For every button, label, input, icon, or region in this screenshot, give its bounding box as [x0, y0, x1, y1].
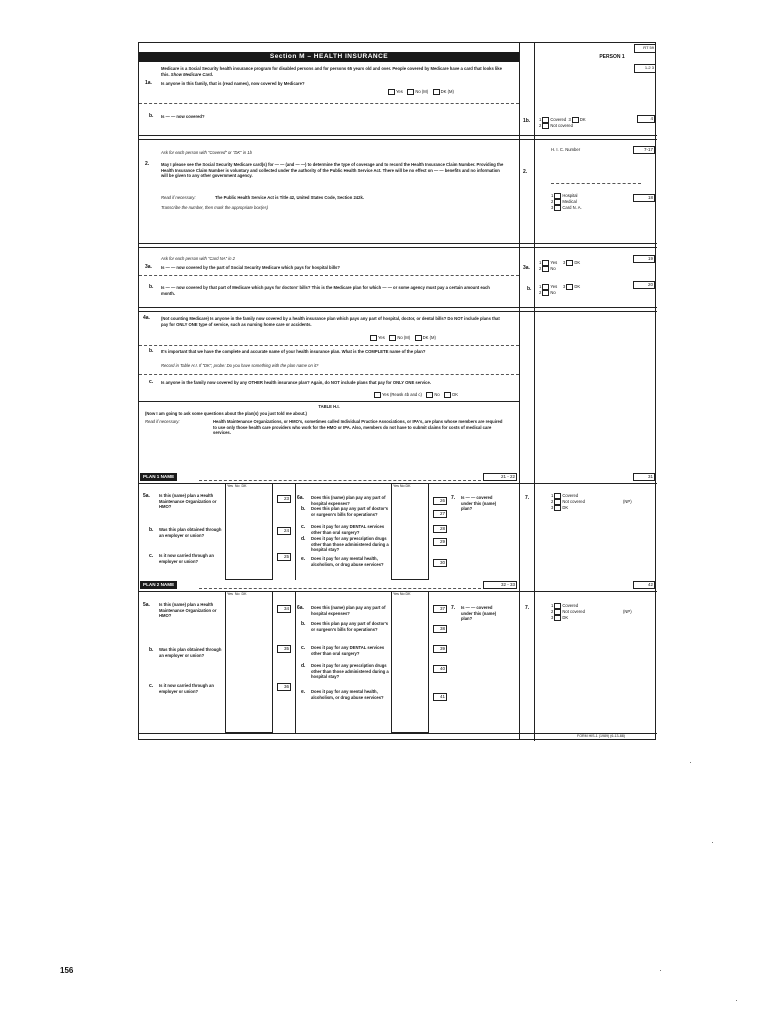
q1a-options: Yes No (M) DK (M) — [387, 89, 454, 95]
q3a-number: 3a. — [145, 264, 152, 270]
q4a-no-checkbox[interactable] — [389, 335, 396, 341]
ans-1b-box[interactable]: 4 — [637, 115, 655, 123]
corner-box: RT 59 — [634, 44, 656, 53]
plan2-right-box[interactable]: 42 — [633, 581, 655, 589]
plan2-label: PLAN 2 NAME — [140, 581, 177, 589]
plan1-5-grid — [225, 483, 273, 580]
plan2-box-40[interactable]: 40 — [433, 665, 447, 673]
divider — [139, 307, 657, 308]
q4c-yes-checkbox[interactable] — [374, 392, 381, 398]
scan-speck — [712, 842, 713, 843]
plan1-q5b-number: b. — [149, 527, 154, 533]
q3b-number: b. — [149, 284, 154, 290]
plan2-5-grid — [225, 591, 273, 733]
plan2-q6d-text: Does it pay for any prescription drugs other than those administered during a hospital stay? — [311, 663, 389, 680]
q1a-yes-checkbox[interactable] — [388, 89, 395, 95]
page-number: 156 — [60, 966, 74, 975]
q2-read-if: Read if necessary: — [161, 195, 196, 200]
hic-label: H. I. C. Number — [551, 147, 581, 152]
q4c-dk-checkbox[interactable] — [444, 392, 451, 398]
plan1-box-30[interactable]: 30 — [433, 559, 447, 567]
q2-text: May I please see the Social Security Medicare card(s) for — — (and — —) to determine the type of coverage and to record the Health Insurance Claim Number. Providing the Health Insurance Claim Number is voluntary and collected under the authority of the Public Health Service Act. There will be no effect on — — benefits and no information will be given to any other government agency. — [161, 162, 504, 179]
q4c-number: c. — [149, 379, 154, 385]
hic-box[interactable]: 7-17 — [633, 146, 655, 154]
plan1-dk-checkbox[interactable] — [554, 505, 561, 511]
plan1-box-25[interactable]: 25 — [277, 553, 291, 561]
plan1-q6c-number: c. — [301, 524, 306, 530]
form-code: FORM HIS-1 (1989) (6-13-88) — [577, 734, 625, 738]
plan2-q5c-text: Is it now carried through an employer or union? — [159, 683, 214, 694]
q2-opt-box[interactable]: 18 — [633, 194, 655, 202]
divider — [295, 483, 296, 580]
scan-speck — [736, 1000, 737, 1001]
q3b-dk-checkbox[interactable] — [566, 284, 573, 290]
q3b-text: Is — — now covered by that part of Medicare which pays for doctors' bills? This is the Medicare plan for which — — or some agency must pay a certain amount each month. — [161, 285, 490, 296]
table-hi-read-if: Read if necessary: — [145, 419, 180, 424]
q3b-no-checkbox[interactable] — [542, 290, 549, 296]
q3-ask-note: Ask for each person with "Card NA" in 2 — [161, 256, 235, 261]
plan1-q5a-text: Is this (name) plan a Health Maintenance Organization or HMO? — [159, 493, 217, 510]
ans-3b-number: b. — [527, 286, 532, 292]
not-covered-checkbox[interactable] — [542, 123, 549, 129]
ans-1b-options: 1 Covered 3 DK 2 Not covered — [539, 117, 586, 129]
plan2-q6b-number: b. — [301, 621, 306, 627]
plan2-q6c-number: c. — [301, 645, 306, 651]
plan2-code-box[interactable]: 32 - 33 — [483, 581, 517, 589]
plan1-q6a-text: Does this (name) plan pay any part of hospital expenses? — [311, 495, 386, 506]
health-insurance-form — [138, 42, 656, 740]
q4a-text: (Not counting Medicare) Is anyone in the family now covered by a health insurance plan which pays any part of hospital, doctor, or dental bills? Do NOT include plans that pay for ONLY ONE type of service, such as nursing home care or accidents. — [161, 316, 500, 327]
table-hi-title: TABLE H.I. — [318, 404, 340, 409]
q4a-yes-checkbox[interactable] — [370, 335, 377, 341]
plan2-box-39[interactable]: 39 — [433, 645, 447, 653]
plan1-q7-number: 7. — [451, 495, 456, 501]
plan1-label: PLAN 1 NAME — [140, 473, 177, 481]
medicare-intro: Medicare is a Social Security health insurance program for disabled persons and for persons 65 years old and over. People covered by Medicare have a card that looks like this. Show Medicare Card. — [161, 66, 502, 77]
q3a-text: Is — — now covered by the part of Social Security Medicare which pays for hospital bills? — [161, 265, 340, 270]
plan1-box-26[interactable]: 26 — [433, 497, 447, 505]
q2-transcribe: Transcribe the number, then mark the appropriate box(es) — [161, 205, 268, 210]
plan1-q6b-number: b. — [301, 506, 306, 512]
plan1-q6a-number: 6a. — [297, 495, 304, 501]
plan2-q5a-number: 5a. — [143, 602, 150, 608]
hic-number-line[interactable] — [551, 183, 641, 184]
q4a-options: Yes No (M) DK (M) — [369, 335, 436, 341]
plan2-q5c-number: c. — [149, 683, 154, 689]
plan1-box-27[interactable]: 27 — [433, 510, 447, 518]
q3a-box[interactable]: 19 — [633, 255, 655, 263]
plan2-6-grid — [391, 591, 429, 733]
plan1-q5b-text: Was this plan obtained through an employer or union? — [159, 527, 222, 538]
ans-2-options: 1 Hospital 2 Medical 3 Card N. A. — [551, 193, 582, 211]
divider — [139, 345, 519, 346]
q4b-text: It's important that we have the complete and accurate name of your health insurance plan. What is the COMPLETE name of the plan? — [161, 349, 426, 354]
q3a-no-checkbox[interactable] — [542, 266, 549, 272]
column-divider-inner — [534, 43, 535, 741]
plan2-q5b-number: b. — [149, 647, 154, 653]
plan1-ans-number: 7. — [525, 495, 530, 501]
table-hi-text: Health Maintenance Organizations, or HMO's, sometimes called Individual Practice Associations, or IPA's, are plans whose members are required to use only those health care providers who work for the HMO or IPA. Also, members do not have to submit claims for costs of medical care services. — [213, 419, 503, 436]
plan1-box-28[interactable]: 28 — [433, 525, 447, 533]
plan1-q6c-text: Does it pay for any DENTAL services other than oral surgery? — [311, 524, 385, 535]
plan2-q6b-text: Does this plan pay any part of doctor's or surgeon's bills for operations? — [311, 621, 389, 632]
plan2-box-37[interactable]: 37 — [433, 605, 447, 613]
divider — [139, 374, 519, 375]
plan1-5-headers: Yes No DK — [227, 484, 247, 488]
q1a-text: Is anyone in this family, that is (read names), now covered by Medicare? — [161, 81, 305, 86]
ans-2-number: 2. — [523, 169, 528, 175]
column-divider — [519, 43, 520, 739]
divider — [139, 247, 657, 248]
q4a-number: 4a. — [143, 315, 150, 321]
q1b-text: Is — — now covered? — [161, 114, 205, 119]
q1b-number: b. — [149, 113, 154, 119]
q2-read-text: The Public Health Service Act is Title 42, United States Code, Section 242k. — [215, 195, 364, 200]
q4c-options: Yes (Reask 4b and c) No DK — [373, 392, 458, 398]
plan2-ans-options: 1 Covered 2 Not covered 3 DK — [551, 603, 585, 621]
plan2-box-34[interactable]: 34 — [277, 605, 291, 613]
plan1-q6d-number: d. — [301, 536, 306, 542]
plan1-box-23[interactable]: 23 — [277, 495, 291, 503]
divider — [139, 103, 519, 104]
divider — [139, 275, 519, 276]
divider — [139, 139, 657, 140]
q3a-dk-checkbox[interactable] — [566, 260, 573, 266]
plan2-6-headers: Yes No DK — [393, 592, 411, 596]
section-title: Section M – HEALTH INSURANCE — [139, 52, 519, 62]
plan2-q6e-text: Does it pay for any mental health, alcoholism, or drug abuse services? — [311, 689, 384, 700]
plan1-ans-options: 1 Covered 2 Not covered 3 DK — [551, 493, 585, 511]
plan1-box-24[interactable]: 24 — [277, 527, 291, 535]
plan2-ans-number: 7. — [525, 605, 530, 611]
plan2-box-36[interactable]: 36 — [277, 683, 291, 691]
q4b-number: b. — [149, 348, 154, 354]
plan2-q6a-number: 6a. — [297, 605, 304, 611]
plan2-dk-checkbox[interactable] — [554, 615, 561, 621]
corner-box-2[interactable]: 1-2 3 — [634, 64, 656, 73]
plan2-q5a-text: Is this (name) plan a Health Maintenance Organization or HMO? — [159, 602, 217, 619]
q1a-number: 1a. — [145, 80, 152, 86]
plan2-box-41[interactable]: 41 — [433, 693, 447, 701]
plan1-q7-text: Is — — covered under this (name) plan? — [461, 495, 497, 512]
q4c-no-checkbox[interactable] — [426, 392, 433, 398]
divider — [139, 401, 519, 402]
plan2-5-headers: Yes No DK — [227, 592, 247, 596]
q1a-no-checkbox[interactable] — [407, 89, 414, 95]
plan1-q5a-number: 5a. — [143, 493, 150, 499]
plan1-6-headers: Yes No DK — [393, 484, 411, 488]
plan1-6-grid — [391, 483, 429, 580]
ans-3a-number: 3a. — [523, 265, 530, 271]
plan1-q5c-text: Is it now carried through an employer or union? — [159, 553, 214, 564]
plan1-code-box[interactable]: 21 - 22 — [483, 473, 517, 481]
plan2-box-35[interactable]: 35 — [277, 645, 291, 653]
q1a-dk-checkbox[interactable] — [433, 89, 440, 95]
plan1-q6e-text: Does it pay for any mental health, alcoholism, or drug abuse services? — [311, 556, 384, 567]
plan1-q6b-text: Does this plan pay any part of doctor's or surgeon's bills for operations? — [311, 506, 389, 517]
q4c-text: Is anyone in the family now covered by any OTHER health insurance plan? Again, do NOT include plans that pay for ONLY ONE service. — [161, 380, 431, 385]
divider — [295, 591, 296, 733]
table-hi-intro: (Now I am going to ask some questions about the plan(s) you just told me about.) — [145, 411, 307, 416]
card-na-checkbox[interactable] — [554, 205, 561, 211]
plan2-q6c-text: Does it pay for any DENTAL services other than oral surgery? — [311, 645, 385, 656]
plan1-q6d-text: Does it pay for any prescription drugs other than those administered during a hospital stay? — [311, 536, 389, 553]
plan2-q6d-number: d. — [301, 663, 306, 669]
plan2-name-line[interactable] — [199, 588, 481, 589]
plan2-q6e-number: e. — [301, 689, 306, 695]
divider — [139, 243, 657, 244]
plan1-right-box[interactable]: 31 — [633, 473, 655, 481]
plan1-box-29[interactable]: 29 — [433, 538, 447, 546]
plan2-q5b-text: Was this plan obtained through an employer or union? — [159, 647, 222, 658]
plan2-q6a-text: Does this (name) plan pay any part of hospital expenses? — [311, 605, 386, 616]
plan2-q7-text: Is — — covered under this (name) plan? — [461, 605, 497, 622]
person-label: PERSON 1 — [599, 54, 625, 60]
divider — [139, 135, 657, 136]
ans-1b-number: 1b. — [523, 118, 531, 124]
plan2-ans-note: (NP) — [623, 609, 632, 614]
q2-number: 2. — [145, 161, 150, 167]
q3b-box[interactable]: 20 — [633, 281, 655, 289]
plan1-ans-note: (NP) — [623, 499, 632, 504]
scan-speck — [690, 762, 691, 763]
ans-3b-options: 1 Yes 3 DK 2 No — [539, 284, 581, 296]
plan1-name-line[interactable] — [199, 480, 481, 481]
plan1-q6e-number: e. — [301, 556, 306, 562]
q4a-dk-checkbox[interactable] — [415, 335, 422, 341]
plan1-q5c-number: c. — [149, 553, 154, 559]
q2-ask-note: Ask for each person with "Covered" or "DK" in 1b — [161, 150, 252, 155]
ans-3a-options: 1 Yes 3 DK 2 No — [539, 260, 581, 272]
divider — [139, 311, 657, 312]
scan-speck — [660, 970, 661, 971]
q4b-probe: Record in Table H.I. If "DK", probe: Do you have something with the plan name on it? — [161, 363, 319, 368]
plan2-q7-number: 7. — [451, 605, 456, 611]
plan2-box-38[interactable]: 38 — [433, 625, 447, 633]
